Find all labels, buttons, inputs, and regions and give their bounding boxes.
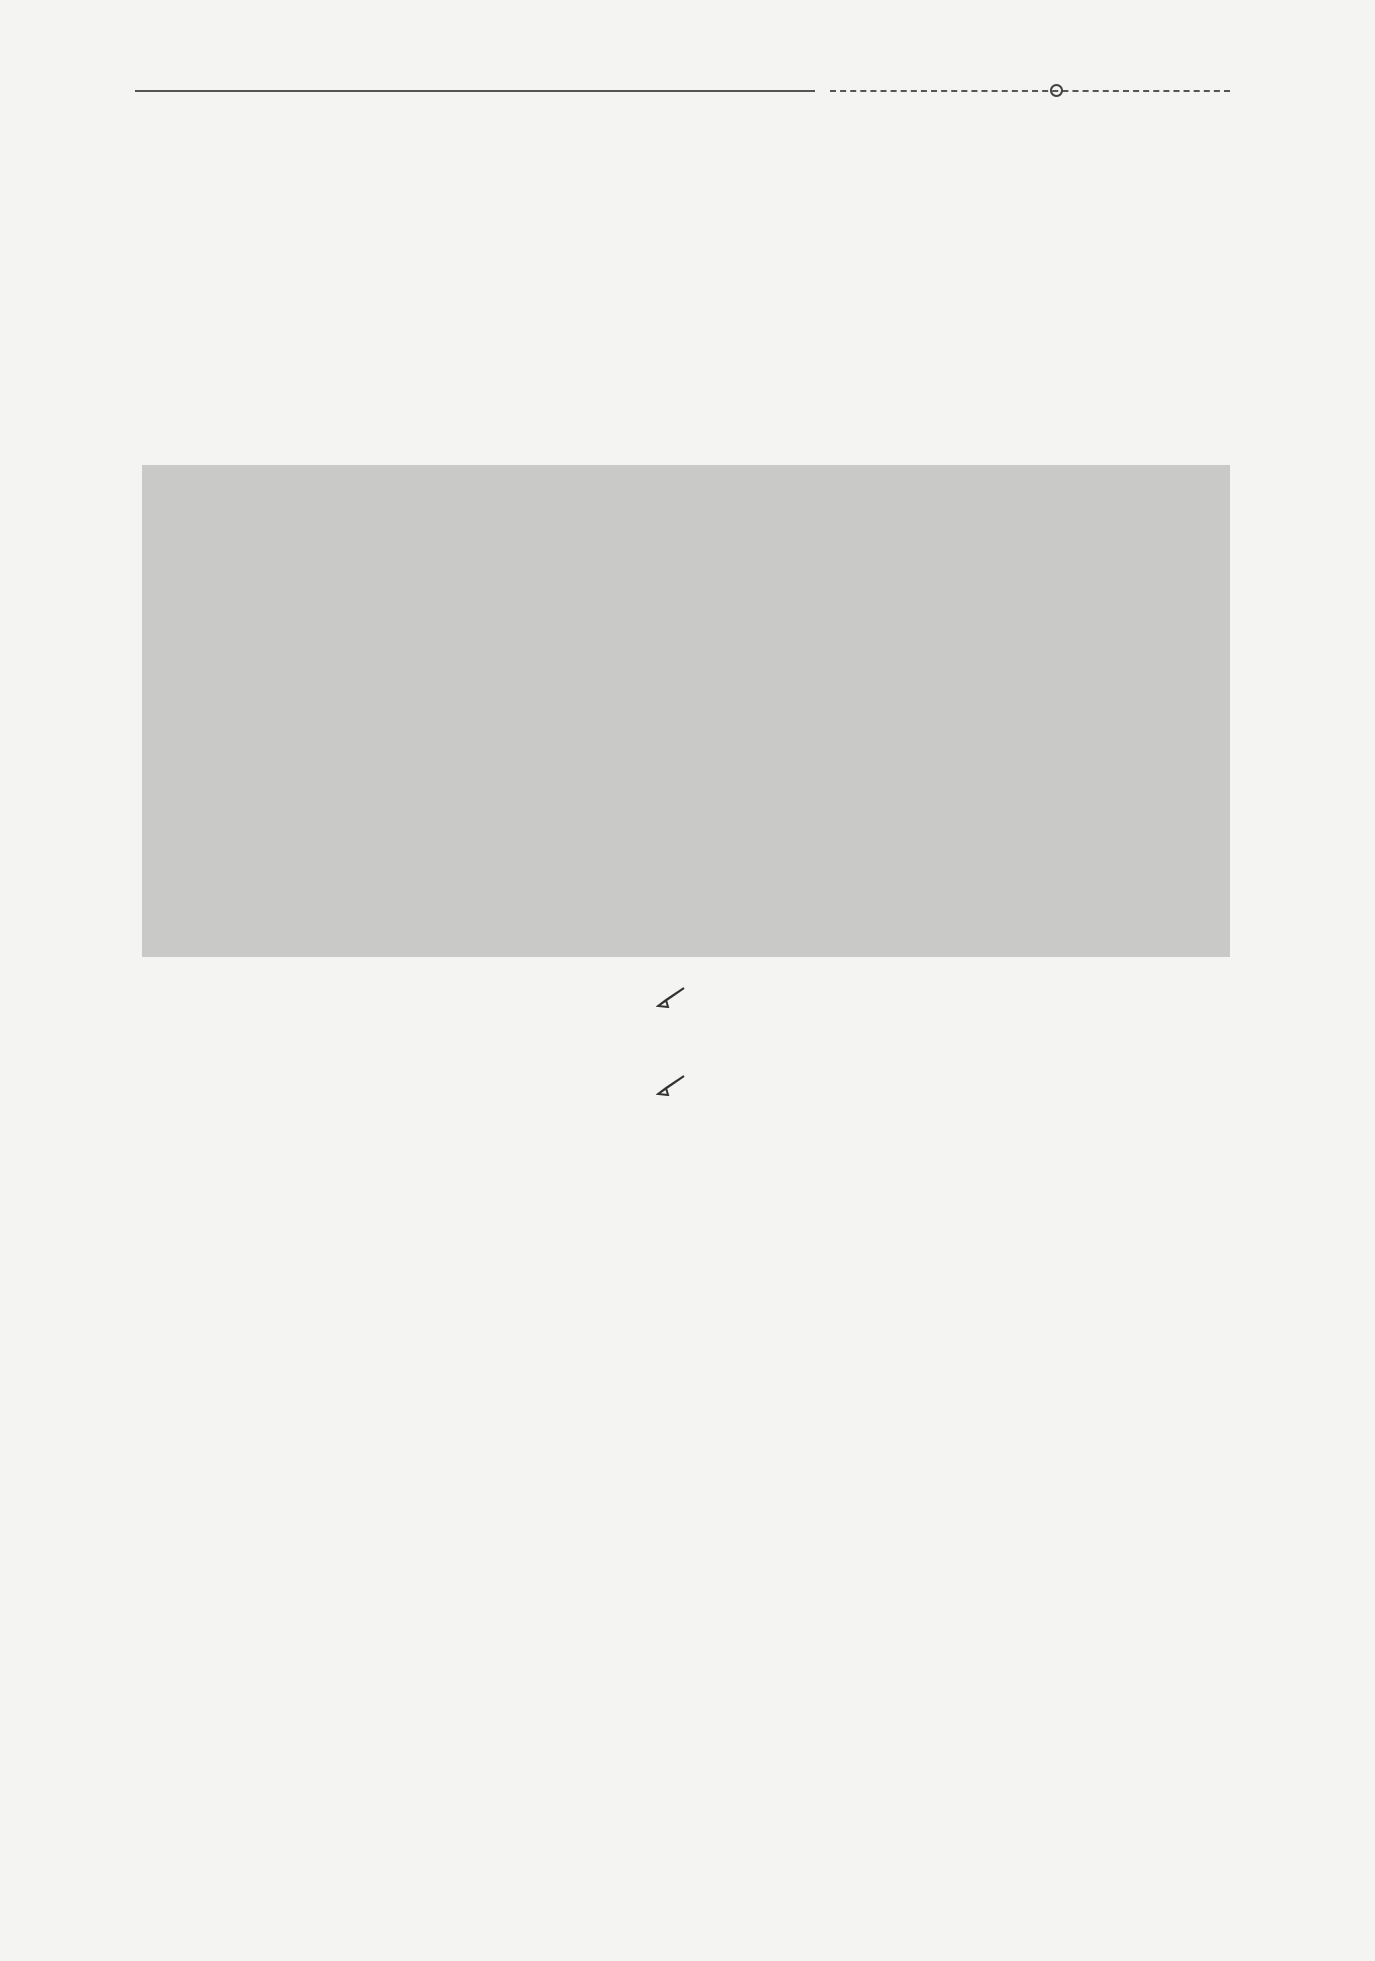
- paper-plane-icon: [656, 981, 686, 1016]
- header-circle-ornament: [1050, 84, 1063, 97]
- paper-plane-icon: [656, 1069, 686, 1104]
- section-e-heading: [656, 1068, 692, 1104]
- header-rule: [135, 90, 815, 92]
- header-dashed-rule: [830, 90, 1230, 92]
- difficult-sentences-box: [142, 465, 1230, 957]
- section-d-heading: [656, 980, 692, 1016]
